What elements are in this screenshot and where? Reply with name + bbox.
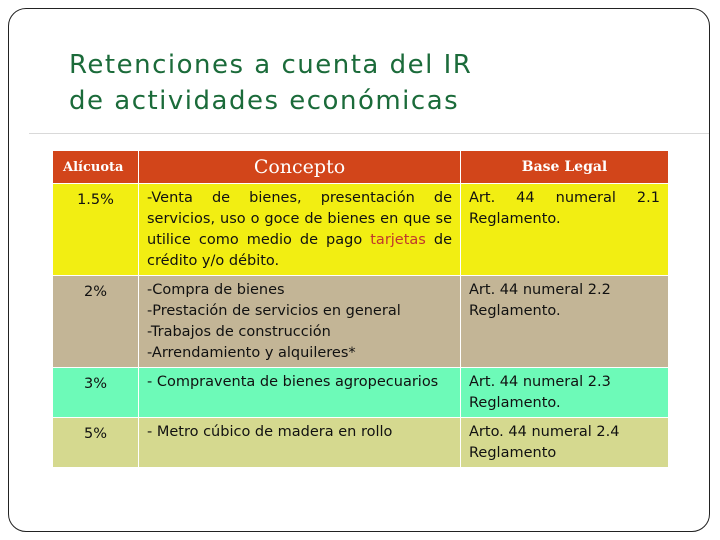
retention-table	[52, 150, 669, 468]
rate-cell: 2%	[53, 276, 139, 368]
concept-highlight: tarjetas	[370, 232, 426, 248]
concept-line: -Arrendamiento y alquileres*	[147, 345, 356, 361]
rate-cell: 1.5%	[53, 184, 139, 276]
table-row	[53, 276, 669, 368]
header-base-legal: Base Legal	[461, 151, 669, 184]
base-legal-cell: Art. 44 numeral 2.3 Reglamento.	[461, 368, 669, 418]
table-row	[53, 368, 669, 418]
concept-line: -Prestación de servicios en general	[147, 303, 401, 319]
base-legal-cell: Art. 44 numeral 2.2 Reglamento.	[461, 276, 669, 368]
table-header-row	[53, 151, 669, 184]
base-legal-cell: Art. 44 numeral 2.1 Reglamento.	[461, 184, 669, 276]
title-line-1: Retenciones a cuenta del IR	[69, 50, 473, 80]
concept-text-end: de crédito y/o débito.	[147, 232, 453, 269]
table-row	[53, 418, 669, 468]
table-row	[53, 184, 669, 276]
concept-text: -Venta de bienes, presentación de servicios, uso o goce de bienes en que se utilice como medio de pago	[147, 190, 452, 248]
concept-line: -Trabajos de construcción	[147, 324, 331, 340]
slide-title	[69, 47, 472, 119]
concept-cell	[139, 184, 461, 276]
concept-cell	[139, 276, 461, 368]
concept-cell: - Metro cúbico de madera en rollo	[139, 418, 461, 468]
rate-cell: 3%	[53, 368, 139, 418]
header-concepto: Concepto	[139, 151, 461, 184]
rate-cell: 5%	[53, 418, 139, 468]
title-line-2: de actividades económicas	[69, 86, 460, 116]
concept-line: -Compra de bienes	[147, 282, 285, 298]
title-divider	[29, 133, 709, 134]
header-alicuota: Alícuota	[53, 151, 139, 184]
concept-cell: - Compraventa de bienes agropecuarios	[139, 368, 461, 418]
base-legal-cell: Arto. 44 numeral 2.4 Reglamento	[461, 418, 669, 468]
